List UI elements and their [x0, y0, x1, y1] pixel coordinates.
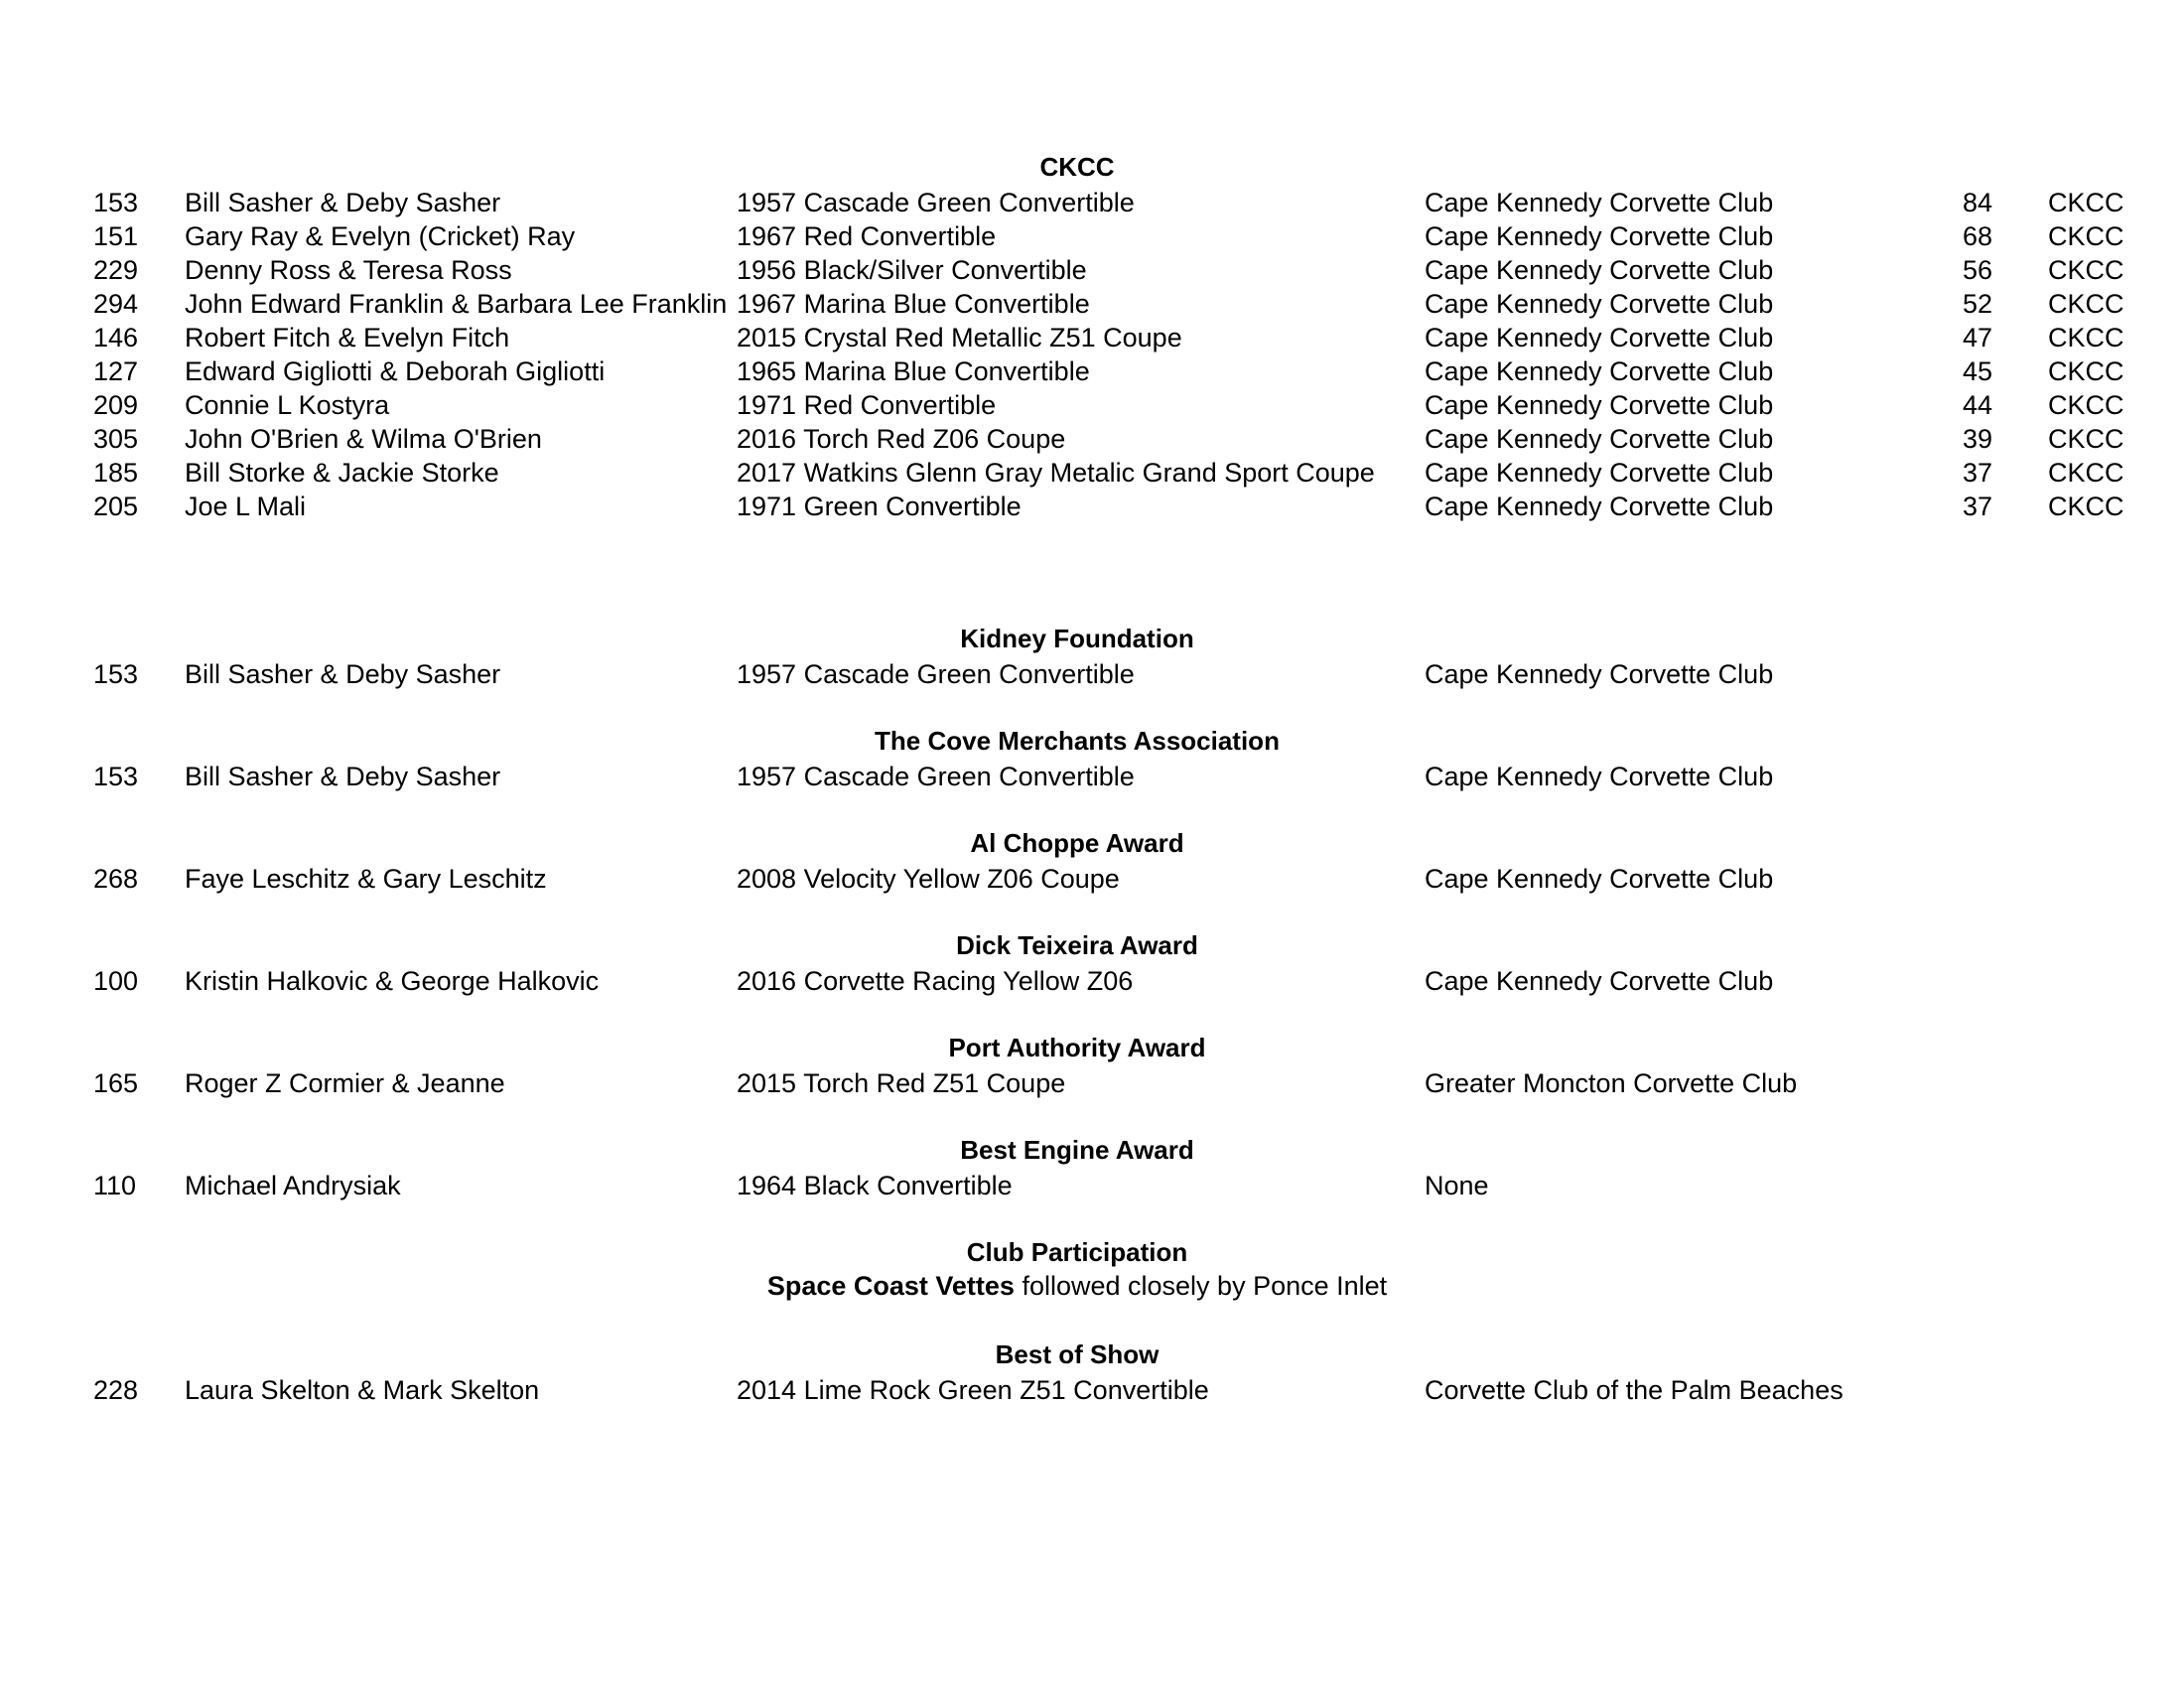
club-name: Cape Kennedy Corvette Club	[1425, 356, 1774, 386]
club-name: Cape Kennedy Corvette Club	[1425, 188, 1774, 217]
club-name: Cape Kennedy Corvette Club	[1425, 221, 1774, 251]
owner-names: Robert Fitch & Evelyn Fitch	[185, 323, 510, 352]
table-row	[0, 253, 2184, 287]
club-code: CKCC	[2048, 188, 2124, 217]
club-name: Cape Kennedy Corvette Club	[1425, 458, 1774, 488]
owner-names: Roger Z Cormier & Jeanne	[185, 1068, 505, 1098]
award-heading: Port Authority Award	[948, 1033, 1206, 1062]
score: 84	[1963, 188, 1993, 217]
award-row	[0, 1373, 2184, 1407]
owner-names: Michael Andrysiak	[185, 1171, 401, 1200]
car-description: 2015 Crystal Red Metallic Z51 Coupe	[737, 323, 1182, 352]
score: 68	[1963, 221, 1993, 251]
owner-names: Edward Gigliotti & Deborah Gigliotti	[185, 356, 606, 386]
car-description: 2017 Watkins Glenn Gray Metalic Grand Sport Coupe	[737, 458, 1375, 488]
award-row	[0, 760, 2184, 793]
club-code: CKCC	[2048, 492, 2124, 521]
club-name: Cape Kennedy Corvette Club	[1425, 492, 1774, 521]
award-heading: Best Engine Award	[960, 1135, 1194, 1165]
car-number: 165	[93, 1068, 139, 1098]
car-description: 1957 Cascade Green Convertible	[737, 659, 1135, 689]
car-number: 185	[93, 458, 139, 488]
award-row	[0, 964, 2184, 998]
owner-names: Connie L Kostyra	[185, 390, 390, 420]
award-row	[0, 1169, 2184, 1202]
award-row	[0, 1066, 2184, 1100]
table-row	[0, 287, 2184, 321]
table-row	[0, 422, 2184, 456]
owner-names: Bill Sasher & Deby Sasher	[185, 188, 501, 217]
award-heading: Al Choppe Award	[970, 828, 1184, 858]
car-description: 1967 Red Convertible	[737, 221, 997, 251]
club-name: Cape Kennedy Corvette Club	[1425, 864, 1774, 894]
score: 56	[1963, 255, 1993, 285]
owner-names: Bill Sasher & Deby Sasher	[185, 659, 501, 689]
car-description: 2014 Lime Rock Green Z51 Convertible	[737, 1375, 1209, 1405]
car-number: 127	[93, 356, 139, 386]
car-number: 305	[93, 424, 139, 454]
score: 52	[1963, 289, 1993, 319]
club-participation-rest: followed closely by Ponce Inlet	[1014, 1271, 1388, 1301]
club-code: CKCC	[2048, 458, 2124, 488]
ckcc-heading: CKCC	[1039, 152, 1115, 182]
table-row	[0, 388, 2184, 422]
club-code: CKCC	[2048, 289, 2124, 319]
award-heading: The Cove Merchants Association	[875, 726, 1280, 756]
club-code: CKCC	[2048, 356, 2124, 386]
car-number: 205	[93, 492, 139, 521]
car-description: 1967 Marina Blue Convertible	[737, 289, 1090, 319]
car-number: 146	[93, 323, 139, 352]
car-number: 228	[93, 1375, 139, 1405]
owner-names: Bill Storke & Jackie Storke	[185, 458, 499, 488]
owner-names: Laura Skelton & Mark Skelton	[185, 1375, 540, 1405]
table-row	[0, 321, 2184, 354]
owner-names: John Edward Franklin & Barbara Lee Franklin	[185, 289, 728, 319]
club-code: CKCC	[2048, 323, 2124, 352]
club-code: CKCC	[2048, 390, 2124, 420]
best-of-show-heading: Best of Show	[995, 1339, 1160, 1369]
car-number: 153	[93, 762, 139, 791]
table-row	[0, 354, 2184, 388]
owner-names: Denny Ross & Teresa Ross	[185, 255, 512, 285]
owner-names: John O'Brien & Wilma O'Brien	[185, 424, 542, 454]
car-description: 1957 Cascade Green Convertible	[737, 762, 1135, 791]
club-code: CKCC	[2048, 221, 2124, 251]
club-participation-heading: Club Participation	[966, 1237, 1188, 1267]
club-name: Cape Kennedy Corvette Club	[1425, 289, 1774, 319]
club-name: None	[1425, 1171, 1489, 1200]
club-name: Cape Kennedy Corvette Club	[1425, 390, 1774, 420]
car-description: 2008 Velocity Yellow Z06 Coupe	[737, 864, 1120, 894]
club-name: Cape Kennedy Corvette Club	[1425, 659, 1774, 689]
table-row	[0, 219, 2184, 253]
owner-names: Gary Ray & Evelyn (Cricket) Ray	[185, 221, 576, 251]
score: 39	[1963, 424, 1993, 454]
table-row	[0, 456, 2184, 490]
club-name: Cape Kennedy Corvette Club	[1425, 323, 1774, 352]
car-number: 294	[93, 289, 139, 319]
table-row	[0, 490, 2184, 523]
car-description: 2015 Torch Red Z51 Coupe	[737, 1068, 1066, 1098]
club-name: Cape Kennedy Corvette Club	[1425, 255, 1774, 285]
car-number: 151	[93, 221, 139, 251]
award-row	[0, 657, 2184, 691]
score: 37	[1963, 458, 1993, 488]
club-name: Cape Kennedy Corvette Club	[1425, 424, 1774, 454]
club-name: Greater Moncton Corvette Club	[1425, 1068, 1798, 1098]
car-description: 1971 Green Convertible	[737, 492, 1022, 521]
score: 37	[1963, 492, 1993, 521]
car-description: 2016 Torch Red Z06 Coupe	[737, 424, 1066, 454]
owner-names: Bill Sasher & Deby Sasher	[185, 762, 501, 791]
club-name: Corvette Club of the Palm Beaches	[1425, 1375, 1843, 1405]
score: 45	[1963, 356, 1993, 386]
score: 44	[1963, 390, 1993, 420]
club-participation-text	[0, 1269, 2154, 1303]
club-code: CKCC	[2048, 424, 2124, 454]
car-number: 268	[93, 864, 139, 894]
car-number: 209	[93, 390, 139, 420]
car-description: 1956 Black/Silver Convertible	[737, 255, 1087, 285]
car-number: 229	[93, 255, 139, 285]
car-number: 100	[93, 966, 139, 996]
car-description: 1964 Black Convertible	[737, 1171, 1013, 1200]
owner-names: Kristin Halkovic & George Halkovic	[185, 966, 600, 996]
award-heading: Dick Teixeira Award	[956, 930, 1198, 960]
car-description: 2016 Corvette Racing Yellow Z06	[737, 966, 1134, 996]
club-code: CKCC	[2048, 255, 2124, 285]
car-number: 153	[93, 188, 139, 217]
score: 47	[1963, 323, 1993, 352]
club-participation-winner: Space Coast Vettes	[766, 1271, 1015, 1301]
car-number: 110	[93, 1171, 137, 1200]
owner-names: Joe L Mali	[185, 492, 307, 521]
table-row	[0, 186, 2184, 219]
owner-names: Faye Leschitz & Gary Leschitz	[185, 864, 547, 894]
award-heading: Kidney Foundation	[960, 624, 1194, 653]
club-name: Cape Kennedy Corvette Club	[1425, 762, 1774, 791]
car-description: 1957 Cascade Green Convertible	[737, 188, 1135, 217]
car-description: 1971 Red Convertible	[737, 390, 997, 420]
car-number: 153	[93, 659, 139, 689]
club-name: Cape Kennedy Corvette Club	[1425, 966, 1774, 996]
car-description: 1965 Marina Blue Convertible	[737, 356, 1090, 386]
award-row	[0, 862, 2184, 896]
